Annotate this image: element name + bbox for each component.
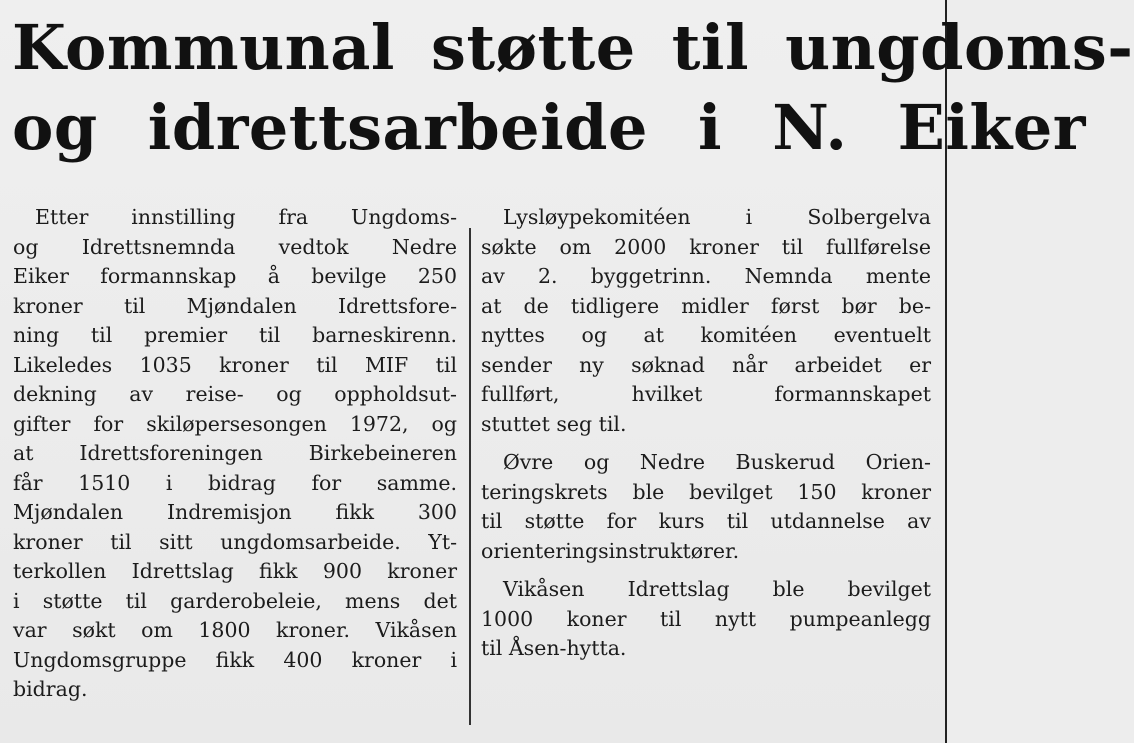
text-line: teringskrets ble bevilget 150 kroner <box>481 479 931 504</box>
text-line: Ungdomsgruppe fikk 400 kroner i <box>13 647 457 672</box>
article-paragraph <box>13 203 457 705</box>
text-line: var søkt om 1800 kroner. Vikåsen <box>13 618 457 642</box>
text-line: Likeledes 1035 kroner til MIF til <box>13 352 457 377</box>
text-line: Mjøndalen Indremisjon fikk 300 <box>13 500 457 524</box>
text-line: bidrag. <box>13 677 88 701</box>
text-line: sender ny søknad når arbeidet er <box>481 352 931 377</box>
text-line: til støtte for kurs til utdannelse av <box>481 509 931 533</box>
article-headline <box>12 8 1134 168</box>
headline-line: Kommunal støtte til ungdoms- <box>12 11 1134 84</box>
text-line: fullført, hvilket formannskapet <box>481 382 931 406</box>
text-line: kroner til Mjøndalen Idrettsfore- <box>13 293 457 318</box>
text-line: i støtte til garderobeleie, mens det <box>13 588 457 613</box>
article-column-right <box>481 203 931 664</box>
text-line: 1000 koner til nytt pumpeanlegg <box>481 606 931 631</box>
text-line: dekning av reise- og oppholdsut- <box>13 382 457 406</box>
text-line: at de tidligere midler først bør be- <box>481 293 931 318</box>
text-line: får 1510 i bidrag for samme. <box>13 470 457 495</box>
text-line: nyttes og at komitéen eventuelt <box>481 323 931 347</box>
column-divider <box>469 228 471 725</box>
article-paragraph <box>481 203 931 439</box>
text-line: ning til premier til barneskirenn. <box>13 323 457 347</box>
text-line: stuttet seg til. <box>481 411 627 436</box>
text-line: gifter for skiløpersesongen 1972, og <box>13 411 457 436</box>
text-line: terkollen Idrettslag fikk 900 kroner <box>13 559 457 583</box>
text-line: søkte om 2000 kroner til fullførelse <box>481 234 931 259</box>
text-line: Lysløypekomitéen i Solbergelva <box>503 205 931 229</box>
text-line: Eiker formannskap å bevilge 250 <box>13 264 457 288</box>
text-line: at Idrettsforeningen Birkebeineren <box>13 441 457 465</box>
headline-line: og idrettsarbeide i N. Eiker <box>12 91 1086 164</box>
text-line: Etter innstilling fra Ungdoms- <box>35 205 457 229</box>
text-line: og Idrettsnemnda vedtok Nedre <box>13 234 457 259</box>
text-line: kroner til sitt ungdomsarbeide. Yt- <box>13 529 457 554</box>
text-line: Øvre og Nedre Buskerud Orien- <box>503 450 931 474</box>
text-line: orienteringsinstruktører. <box>481 538 740 563</box>
text-line: av 2. byggetrinn. Nemnda mente <box>481 264 931 288</box>
text-line: Vikåsen Idrettslag ble bevilget <box>503 577 931 601</box>
article-paragraph <box>481 448 931 566</box>
article-paragraph <box>481 575 931 664</box>
text-line: til Åsen-hytta. <box>481 636 627 660</box>
article-column-left <box>13 203 457 705</box>
